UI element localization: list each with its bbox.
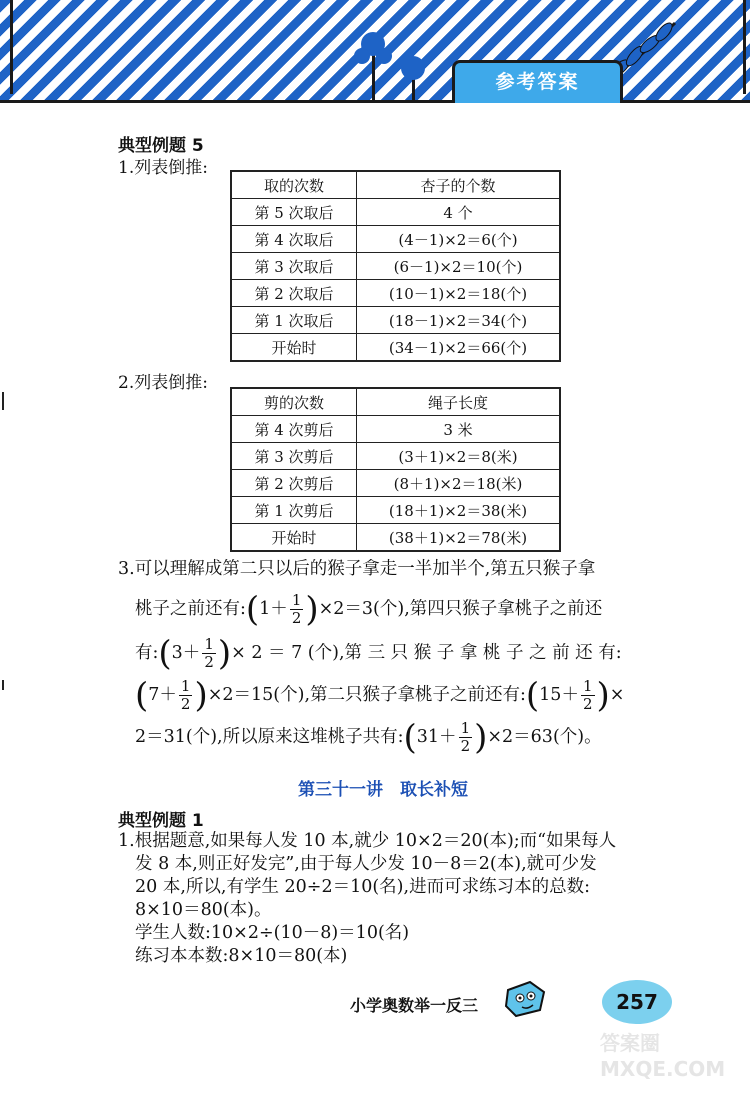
close-paren: ) [474, 717, 488, 758]
q3-line-1: 3.可以理解成第二只以后的猴子拿走一半加半个,第五只猴子拿 [118, 559, 596, 579]
table-row [231, 470, 560, 497]
table-cell: (6－1)×2＝10(个) [357, 253, 561, 280]
q3-line-3 [135, 633, 622, 674]
table-cell: (8＋1)×2＝18(米) [357, 470, 561, 497]
open-paren: ( [525, 675, 540, 716]
table-cell: (34－1)×2＝66(个) [357, 334, 561, 362]
page-number: 257 [602, 980, 672, 1024]
watermark-line: 答案圈 [600, 1031, 660, 1055]
fraction-one-half [581, 678, 595, 713]
lecture-title: 第三十一讲 取长补短 [298, 780, 468, 800]
table-cell: 第 2 次剪后 [231, 470, 357, 497]
table-cell: 第 5 次取后 [231, 199, 357, 226]
table-cell: (18－1)×2＝34(个) [357, 307, 561, 334]
table-row [231, 334, 560, 362]
table-cell: 第 4 次取后 [231, 226, 357, 253]
lecture-paragraph-line: 20 本,所以,有学生 20÷2＝10(名),进而可求练习本的总数: [135, 877, 590, 897]
q3-text: ×2＝15(个),第二只猴子拿桃子之前还有: [207, 685, 526, 705]
close-paren: ) [194, 675, 208, 716]
example1-title: 典型例题 1 [118, 811, 204, 831]
fraction-denominator: 2 [582, 695, 593, 713]
tree-illustration [350, 22, 440, 100]
q3-text: 桃子之前还有: [135, 599, 246, 619]
table-cell: 开始时 [231, 334, 357, 362]
fraction-one-half [202, 636, 216, 671]
fraction-one-half [290, 592, 304, 627]
fraction-numerator: 1 [582, 677, 593, 695]
table-cell: 第 3 次取后 [231, 253, 357, 280]
q3-text: 15＋ [539, 685, 579, 705]
table-row [231, 443, 560, 470]
fraction-one-half [459, 720, 473, 755]
q3-line-5 [135, 717, 602, 758]
table-row [231, 524, 560, 552]
q3-text: ×2＝63(个)。 [487, 727, 602, 747]
fraction-denominator: 2 [204, 653, 214, 671]
close-paren: ) [217, 633, 232, 674]
q3-text: 3＋ [171, 643, 201, 663]
table-header: 绳子长度 [357, 388, 561, 416]
q3-text: 有: [135, 643, 159, 663]
table-cell: (38＋1)×2＝78(米) [357, 524, 561, 552]
margin-mark [2, 680, 4, 690]
q1-intro: 1.列表倒推: [118, 158, 208, 178]
table-apricots [230, 170, 561, 362]
watermark-line: MXQE.COM [600, 1057, 726, 1081]
q3-text: × 2 ＝ 7 (个),第 三 只 猴 子 拿 桃 子 之 前 还 有: [231, 643, 622, 663]
q3-text: × [609, 685, 625, 705]
table-row [231, 307, 560, 334]
fraction-denominator: 2 [180, 695, 191, 713]
q3-text: 7＋ [148, 685, 177, 705]
example5-title: 典型例题 5 [118, 136, 204, 156]
notebook-count-line: 练习本本数:8×10＝80(本) [135, 946, 348, 966]
open-paren: ( [403, 717, 417, 758]
mascot-illustration [500, 978, 550, 1020]
table-row [231, 280, 560, 307]
table-cell: 第 2 次取后 [231, 280, 357, 307]
margin-mark [2, 392, 4, 410]
q3-line-4 [135, 675, 625, 716]
table-header-row [231, 388, 560, 416]
q2-intro: 2.列表倒推: [118, 373, 208, 393]
fraction-denominator: 2 [460, 737, 471, 755]
q3-text: ×2＝3(个),第四只猴子拿桃子之前还 [318, 599, 603, 619]
table-header: 取的次数 [231, 171, 357, 199]
table-cell: 4 个 [357, 199, 561, 226]
table-cell: 第 4 次剪后 [231, 416, 357, 443]
table-row [231, 226, 560, 253]
table-row [231, 199, 560, 226]
table-header: 杏子的个数 [357, 171, 561, 199]
answer-tab: 参考答案 [452, 60, 623, 103]
lecture-paragraph-line: 1.根据题意,如果每人发 10 本,就少 10×2＝20(本);而“如果每人 [118, 831, 617, 851]
table-cell: 第 1 次取后 [231, 307, 357, 334]
open-paren: ( [135, 675, 149, 716]
fraction-numerator: 1 [180, 677, 191, 695]
fraction-one-half [179, 678, 193, 713]
fraction-numerator: 1 [204, 635, 214, 653]
fraction-numerator: 1 [460, 719, 471, 737]
table-cell: (4－1)×2＝6(个) [357, 226, 561, 253]
table-cell: 第 1 次剪后 [231, 497, 357, 524]
table-row [231, 253, 560, 280]
table-cell: (10－1)×2＝18(个) [357, 280, 561, 307]
table-header-row [231, 171, 560, 199]
table-cell: 第 3 次剪后 [231, 443, 357, 470]
open-paren: ( [158, 633, 172, 674]
q3-text: 2＝31(个),所以原来这堆桃子共有: [135, 727, 404, 747]
q3-text: 1＋ [259, 599, 288, 619]
table-cell: 3 米 [357, 416, 561, 443]
watermark [600, 1030, 725, 1082]
student-count-line: 学生人数:10×2÷(10－8)＝10(名) [135, 923, 410, 943]
fraction-denominator: 2 [291, 609, 302, 627]
table-cell: (3＋1)×2＝8(米) [357, 443, 561, 470]
table-cell: (18＋1)×2＝38(米) [357, 497, 561, 524]
open-paren: ( [245, 589, 260, 630]
lecture-paragraph-line: 8×10＝80(本)。 [135, 900, 272, 920]
book-title: 小学奥数举一反三 [350, 996, 479, 1015]
close-paren: ) [596, 675, 610, 716]
table-header: 剪的次数 [231, 388, 357, 416]
lecture-paragraph-line: 发 8 本,则正好发完”,由于每人少发 10－8＝2(本),就可少发 [135, 854, 597, 874]
table-rope [230, 387, 561, 552]
table-row [231, 497, 560, 524]
q3-text: 31＋ [416, 727, 457, 747]
close-paren: ) [305, 589, 319, 630]
table-row [231, 416, 560, 443]
q3-line-2 [135, 589, 603, 630]
fraction-numerator: 1 [291, 591, 302, 609]
table-cell: 开始时 [231, 524, 357, 552]
